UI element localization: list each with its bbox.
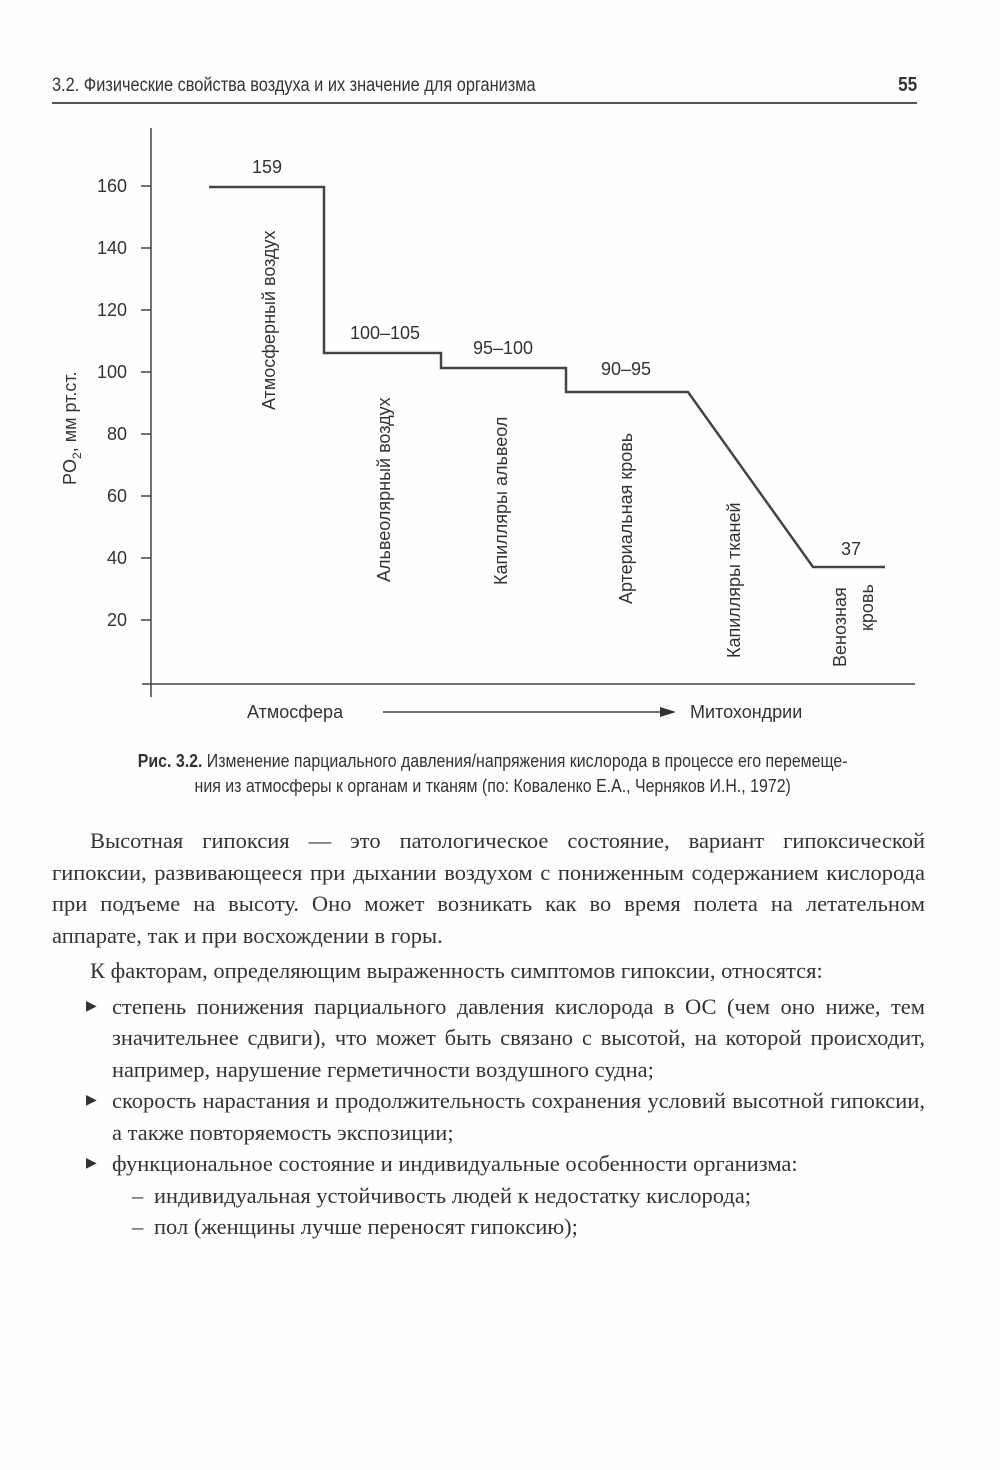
svg-text:95–100: 95–100 — [472, 338, 534, 358]
svg-text:90–95: 90–95 — [600, 359, 652, 379]
triangle-bullet-icon: ▶ — [86, 1156, 97, 1171]
page-number: 55 — [897, 74, 917, 96]
list-item: – индивидуальная устойчивость людей к недостатку кислорода; — [154, 1180, 925, 1212]
svg-text:Атмосферный воздух: Атмосферный воздух — [259, 230, 279, 410]
dash-list — [52, 1180, 925, 1243]
body-text — [52, 825, 925, 1243]
svg-text:60: 60 — [106, 486, 127, 506]
y-tick-labels — [97, 176, 127, 630]
arrow-head-icon — [660, 707, 676, 717]
svg-text:100: 100 — [96, 362, 127, 382]
y-axis-label: $PO_2$, мм рт.ст. — [60, 371, 84, 485]
list-item: ▶ функциональное состояние и индивидуальные особенности организма: — [112, 1148, 925, 1180]
list-item: – пол (женщины лучше переносят гипоксию); — [154, 1211, 925, 1243]
dash-bullet-icon: – — [132, 1182, 144, 1208]
y-ticks — [141, 186, 151, 620]
figure-caption — [58, 748, 928, 798]
svg-text:159: 159 — [251, 157, 283, 177]
svg-text:Капилляры тканей: Капилляры тканей — [724, 502, 744, 658]
section-title: 3.2. Физические свойства воздуха и их значение для организма — [52, 75, 536, 96]
list-item: ▶ скорость нарастания и продолжительность сохранения условий высотной гипоксии, а также повторяемость экспозиции; — [112, 1085, 925, 1148]
paragraph: К факторам, определяющим выраженность симптомов гипоксии, относятся: — [90, 958, 823, 983]
svg-text:Альвеолярный воздух: Альвеолярный воздух — [374, 397, 394, 582]
caption-line-2: ния из атмосферы к органам и тканям (по: Коваленко Е.А., Черняков И.Н., 1972) — [194, 775, 792, 796]
triangle-bullet-icon: ▶ — [86, 998, 97, 1014]
svg-text:120: 120 — [96, 300, 127, 320]
svg-text:20: 20 — [106, 610, 127, 630]
bullet-list — [52, 991, 925, 1180]
svg-text:40: 40 — [106, 548, 127, 568]
svg-text:80: 80 — [106, 424, 127, 444]
caption-line-1: Изменение парциального давления/напряжения кислорода в процессе его перемеще- — [202, 750, 848, 771]
po2-line — [209, 187, 885, 567]
paragraph: Высотная гипоксия — это патологическое состояние, вариант гипоксической гипоксии, развивающееся при дыхании воздухом с пониженным содержанием кислорода при подъеме на высоту. Оно может возникать как во время полета на летательном аппарате, так и при восхождении в горы. — [52, 828, 925, 948]
list-item: ▶ степень понижения парциального давления кислорода в ОС (чем оно ниже, тем значительнее сдвиги), что может быть связано с высотой, на которой происходит, например, нарушение герметичности воздушного судна; — [112, 991, 925, 1086]
svg-text:37: 37 — [840, 539, 862, 559]
po2-chart — [0, 120, 1000, 730]
running-header — [52, 72, 917, 104]
value-labels — [252, 157, 861, 559]
x-label-left: Атмосфера — [247, 702, 344, 722]
svg-text:Артериальная кровь: Артериальная кровь — [616, 432, 636, 604]
svg-text:140: 140 — [96, 238, 127, 258]
x-label-right: Митохондрии — [690, 702, 803, 722]
svg-text:кровь: кровь — [857, 584, 877, 631]
figure-label: Рис. 3.2. — [138, 750, 203, 771]
triangle-bullet-icon: ▶ — [86, 1093, 97, 1108]
svg-text:100–105: 100–105 — [349, 323, 421, 343]
stage-labels — [259, 230, 877, 667]
svg-text:Капилляры альвеол: Капилляры альвеол — [491, 416, 511, 585]
dash-bullet-icon: – — [132, 1214, 144, 1239]
svg-text:Венозная: Венозная — [830, 587, 850, 667]
svg-text:160: 160 — [96, 176, 127, 196]
